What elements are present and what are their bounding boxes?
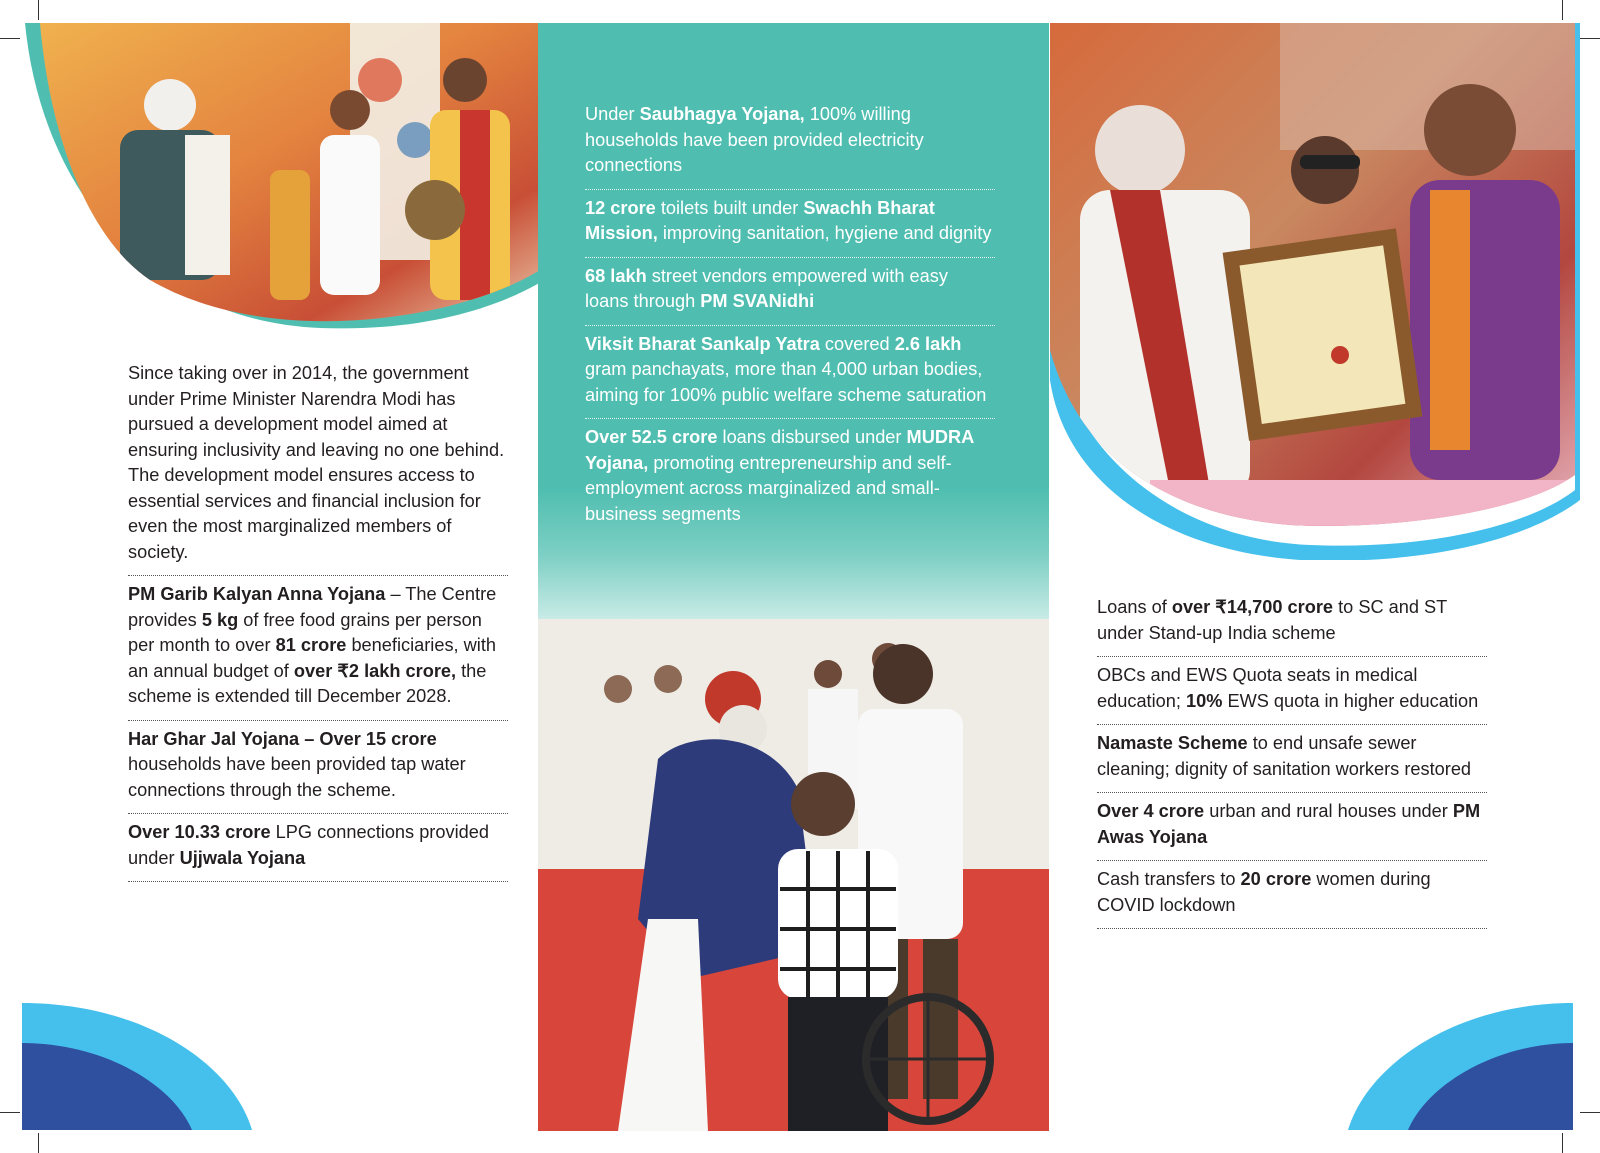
text-run: to SC and ST under Stand-up India scheme <box>1097 597 1447 643</box>
text-run: of free food grains per person per month to over <box>128 609 482 655</box>
crop-mark <box>0 1112 20 1113</box>
crop-mark <box>1580 1112 1600 1113</box>
top-left-photo-frame <box>20 20 560 330</box>
bottom-left-decoration <box>22 1003 252 1130</box>
crop-mark <box>38 1133 39 1153</box>
text-run: Har Ghar Jal Yojana – Over 15 crore <box>128 728 437 749</box>
text-run: PM SVANidhi <box>700 291 815 311</box>
left-column <box>128 361 508 882</box>
text-run: improving sanitation, hygiene and dignity <box>657 223 992 243</box>
top-left-photo <box>20 20 560 330</box>
right-item-5 <box>1097 861 1487 929</box>
left-item-list <box>128 576 508 882</box>
middle-item-5 <box>585 419 995 537</box>
text-run: households have been provided tap water connections through the scheme. <box>128 754 466 800</box>
text-run: urban and rural houses under <box>1204 801 1453 821</box>
text-run: Over 10.33 crore <box>128 822 271 842</box>
text-run: PM Awas Yojana <box>1097 801 1481 847</box>
text-run: Swachh Bharat Mission, <box>585 197 935 243</box>
text-run: street vendors empowered with easy loans through <box>585 265 948 311</box>
text-run: toilets built under <box>655 197 804 218</box>
left-item-2 <box>128 721 508 815</box>
right-column <box>1097 589 1487 929</box>
crop-mark <box>38 0 39 20</box>
text-run: Over 4 crore <box>1097 801 1205 821</box>
text-run: LPG connections provided under <box>128 822 489 868</box>
text-run: Over 52.5 crore <box>585 427 718 447</box>
text-run: beneficiaries, with an annual budget of <box>128 635 497 681</box>
text-run: Loans of <box>1097 597 1172 617</box>
text-run: 5 kg <box>201 609 239 630</box>
text-run: 20 crore <box>1240 869 1312 889</box>
right-item-1 <box>1097 589 1487 657</box>
text-run: over ₹2 lakh crore, <box>293 660 457 681</box>
text-run: OBCs and EWS Quota seats in medical education; <box>1097 665 1418 711</box>
text-run: 68 lakh <box>585 265 647 286</box>
text-run: 10% <box>1185 690 1223 711</box>
middle-item-3 <box>585 258 995 326</box>
right-item-4 <box>1097 793 1487 861</box>
text-run: 81 crore <box>275 635 347 655</box>
text-run: to end unsafe sewer cleaning; dignity of sanitation workers restored <box>1097 733 1472 779</box>
text-run: 100% willing households have been provided electricity connections <box>585 104 924 175</box>
intro-paragraph: Since taking over in 2014, the government under Prime Minister Narendra Modi has pursued a development model aimed at ensuring inclusivity and leaving no one behind. The development model ensures access to essential services and financial inclusion for even the most marginalized members of society. <box>128 361 508 576</box>
text-run: Saubhagya Yojana, <box>639 104 805 124</box>
bottom-right-decoration <box>1348 1003 1573 1130</box>
text-run: PM Garib Kalyan Anna Yojana <box>128 584 386 604</box>
left-item-3 <box>128 814 508 882</box>
text-run: Under <box>585 104 640 124</box>
left-item-1 <box>128 576 508 721</box>
crop-mark <box>0 38 20 39</box>
text-run: 12 crore <box>585 197 656 218</box>
middle-item-1 <box>585 96 995 190</box>
text-run: Namaste Scheme <box>1097 733 1248 753</box>
right-item-3 <box>1097 725 1487 793</box>
middle-bottom-photo <box>538 619 1049 1131</box>
text-run: Viksit Bharat Sankalp Yatra <box>585 333 820 354</box>
text-run: over ₹14,700 crore <box>1171 597 1334 617</box>
middle-photo-illustration <box>538 619 1049 1131</box>
crop-mark <box>1562 0 1563 20</box>
text-run: covered <box>819 333 895 354</box>
text-run: MUDRA Yojana, <box>585 427 974 473</box>
right-item-2 <box>1097 657 1487 725</box>
top-right-photo <box>1050 20 1590 560</box>
crop-mark <box>1562 1133 1563 1153</box>
middle-column <box>585 96 995 537</box>
text-run: Cash transfers to <box>1097 869 1241 889</box>
text-run: 2.6 lakh <box>894 333 962 354</box>
text-run: women during COVID lockdown <box>1097 869 1431 915</box>
text-run: – The Centre provides <box>128 584 497 630</box>
top-right-photo-frame <box>1050 20 1590 560</box>
middle-item-4 <box>585 326 995 420</box>
text-run: Ujjwala Yojana <box>179 847 306 868</box>
middle-item-2 <box>585 190 995 258</box>
text-run: promoting entrepreneurship and self-employment across marginalized and small-business segments <box>585 452 952 524</box>
text-run: the scheme is extended till December 2028. <box>128 660 487 706</box>
text-run: loans disbursed under <box>717 427 907 447</box>
text-run: EWS quota in higher education <box>1222 690 1479 711</box>
text-run: gram panchayats, more than 4,000 urban bodies, aiming for 100% public welfare scheme saturation <box>585 359 987 405</box>
